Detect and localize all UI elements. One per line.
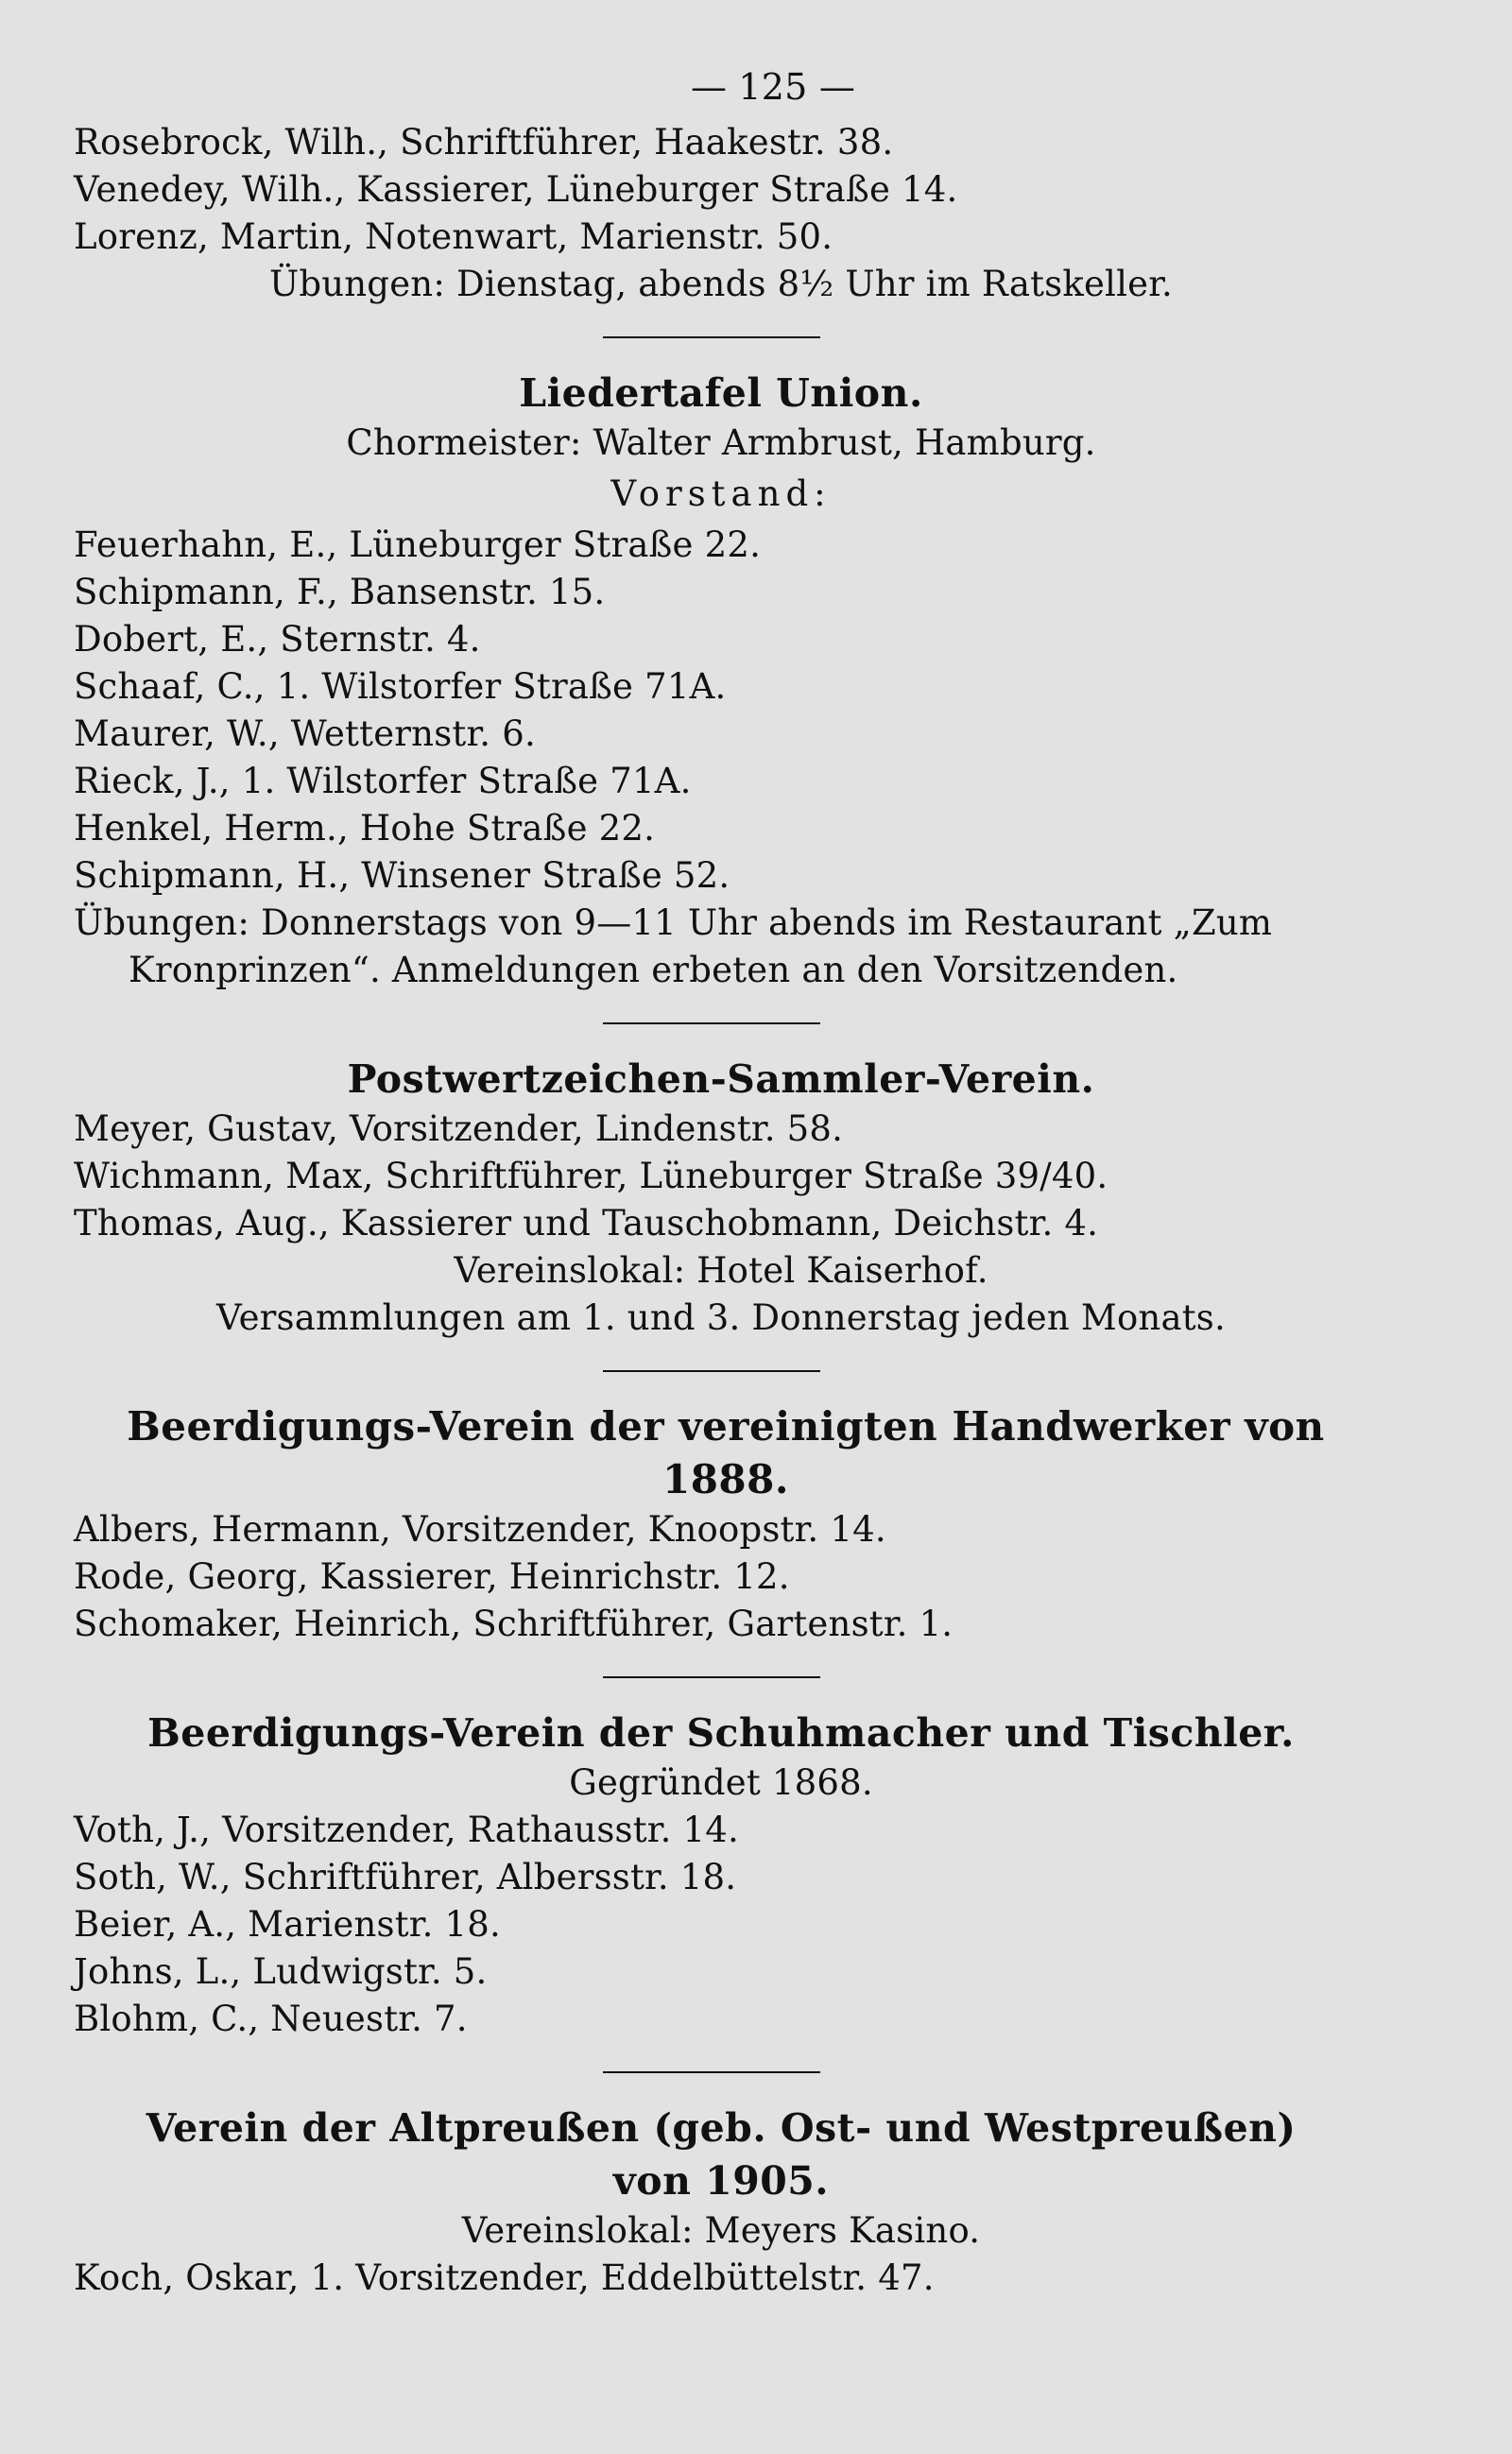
rehearsal-note: Übungen: Dienstag, abends 8½ Uhr im Ratskeller.	[268, 264, 1173, 304]
board-member-list	[74, 522, 1512, 900]
section-title-old-prussians-line-1: Verein der Altpreußen (geb. Ost- und Westpreußen)	[146, 2105, 1297, 2151]
member-entry: Blohm, C., Neuestr. 7.	[74, 1999, 468, 2039]
member-entry: Koch, Oskar, 1. Vorsitzender, Eddelbüttelstr. 47.	[74, 2257, 935, 2298]
section-title-craftsmen-burial-society: Beerdigungs-Verein der vereinigten Handwerker von 1888.	[127, 1403, 1325, 1502]
board-label: Vorstand:	[610, 473, 832, 514]
venue-line: Vereinslokal: Hotel Kaiserhof.	[454, 1250, 988, 1291]
member-entry: Schomaker, Heinrich, Schriftführer, Gartenstr. 1.	[74, 1604, 954, 1644]
member-entry: Schipmann, F., Bansenstr. 15.	[74, 572, 606, 612]
member-entry: Albers, Hermann, Vorsitzender, Knoopstr. 14.	[74, 1509, 886, 1550]
intro-member-list	[74, 119, 1512, 261]
member-entry: Lorenz, Martin, Notenwart, Marienstr. 50.	[74, 216, 833, 257]
member-entry: Henkel, Herm., Hohe Straße 22.	[74, 808, 656, 849]
member-entry: Maurer, W., Wetternstr. 6.	[74, 713, 536, 754]
section-divider	[603, 1370, 820, 1372]
member-entry: Feuerhahn, E., Lüneburger Straße 22.	[74, 524, 762, 565]
member-entry: Rieck, J., 1. Wilstorfer Straße 71A.	[74, 761, 692, 801]
section-title-shoemakers-burial-society: Beerdigungs-Verein der Schuhmacher und Tischler.	[147, 1710, 1295, 1756]
section-title-liedertafel-union: Liedertafel Union.	[519, 370, 923, 416]
venue-line: Vereinslokal: Meyers Kasino.	[461, 2210, 981, 2251]
member-entry: Wichmann, Max, Schriftführer, Lüneburger Straße 39/40.	[74, 1156, 1108, 1196]
section-title-old-prussians-line-2: von 1905.	[612, 2158, 830, 2204]
member-entry: Johns, L., Ludwigstr. 5.	[74, 1951, 488, 1992]
section-divider	[603, 336, 820, 338]
member-entry: Voth, J., Vorsitzender, Rathausstr. 14.	[74, 1810, 739, 1850]
rehearsal-note-line-2: Kronprinzen“. Anmeldungen erbeten an den Vorsitzenden.	[129, 950, 1178, 990]
member-entry: Schipmann, H., Winsener Straße 52.	[74, 855, 730, 896]
member-entry: Schaaf, C., 1. Wilstorfer Straße 71A.	[74, 666, 727, 707]
old-prussians-member-list	[74, 2255, 1512, 2302]
member-entry: Meyer, Gustav, Vorsitzender, Lindenstr. 58.	[74, 1108, 844, 1149]
member-entry: Thomas, Aug., Kassierer und Tauschobmann, Deichstr. 4.	[74, 1203, 1099, 1244]
section-divider	[603, 1022, 820, 1024]
craftsmen-member-list	[74, 1506, 1512, 1648]
stamp-club-member-list	[74, 1106, 1512, 1247]
section-divider	[603, 2071, 820, 2073]
member-entry: Venedey, Wilh., Kassierer, Lüneburger Straße 14.	[74, 169, 958, 210]
shoemakers-member-list	[74, 1807, 1512, 2043]
member-entry: Rode, Georg, Kassierer, Heinrichstr. 12.	[74, 1556, 790, 1597]
meetings-line: Versammlungen am 1. und 3. Donnerstag jeden Monats.	[216, 1297, 1226, 1338]
founded-line: Gegründet 1868.	[569, 1762, 873, 1803]
member-entry: Beier, A., Marienstr. 18.	[74, 1904, 501, 1945]
rehearsal-note-line-1: Übungen: Donnerstags von 9—11 Uhr abends im Restaurant „Zum	[74, 902, 1273, 943]
section-title-stamp-collectors: Postwertzeichen-Sammler-Verein.	[347, 1056, 1095, 1102]
member-entry: Soth, W., Schriftführer, Albersstr. 18.	[74, 1857, 737, 1897]
choirmaster-line: Chormeister: Walter Armbrust, Hamburg.	[346, 422, 1096, 463]
page-number: — 125 —	[690, 66, 856, 108]
section-divider	[603, 1676, 820, 1678]
member-entry: Rosebrock, Wilh., Schriftführer, Haakestr. 38.	[74, 122, 894, 163]
member-entry: Dobert, E., Sternstr. 4.	[74, 619, 481, 660]
